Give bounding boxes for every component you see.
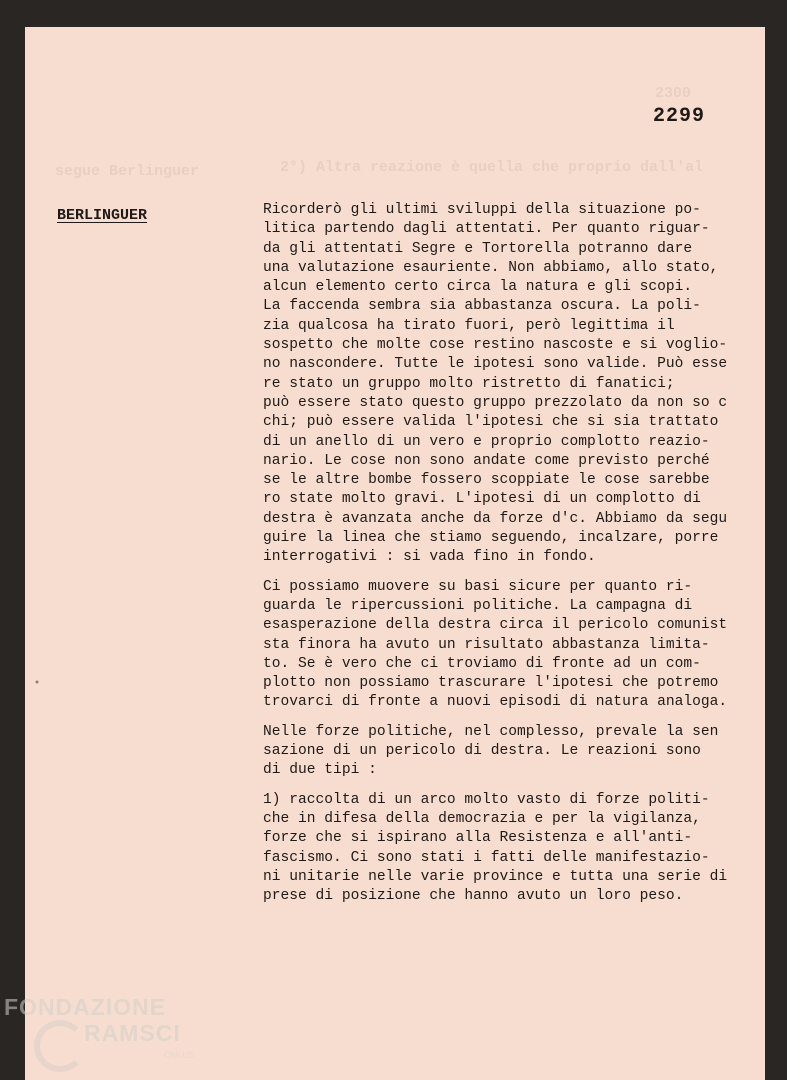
- text-line: re stato un gruppo molto ristretto di fanatici;: [263, 375, 675, 392]
- text-line: sospetto che molte cose restino nascoste e si voglio-: [263, 337, 728, 354]
- text-line: prese di posizione che hanno avuto un loro peso.: [263, 888, 684, 905]
- page-number: 2299: [653, 105, 706, 128]
- text-line: nario. Le cose non sono andate come previsto perché: [263, 452, 710, 469]
- text-line: alcun elemento certo circa la natura e gli scopi.: [263, 279, 693, 296]
- paragraph: [263, 723, 765, 781]
- text-line: trovarci di fronte a nuovi episodi di natura analoga.: [263, 694, 728, 711]
- text-line: che in difesa della democrazia e per la vigilanza,: [263, 810, 701, 827]
- text-line: destra è avanzata anche da forze d'c. Abbiamo da segu: [263, 510, 728, 527]
- watermark-logo: [4, 994, 204, 1070]
- text-line: da gli attentati Segre e Tortorella potranno dare: [263, 240, 693, 257]
- watermark-line-1: FONDAZIONE: [4, 994, 167, 1020]
- text-line: può essere stato questo gruppo prezzolato da non so c: [263, 394, 728, 411]
- text-line: zia qualcosa ha tirato fuori, però legittima il: [263, 317, 675, 334]
- watermark-small: ONLUS: [164, 1050, 196, 1060]
- bleed-through: segue Berlinguer: [55, 163, 200, 180]
- text-line: Nelle forze politiche, nel complesso, prevale la sen: [263, 723, 719, 740]
- paragraph: [263, 791, 765, 907]
- text-line: ni unitarie nelle varie province e tutta una serie di: [263, 868, 728, 885]
- text-line: chi; può essere valida l'ipotesi che si sia trattato: [263, 414, 719, 431]
- document-page: [25, 27, 765, 1080]
- text-line: una valutazione esauriente. Non abbiamo, allo stato,: [263, 259, 719, 276]
- text-line: to. Se è vero che ci troviamo di fronte ad un com-: [263, 655, 701, 672]
- text-line: Ci possiamo muovere su basi sicure per quanto ri-: [263, 578, 693, 595]
- text-line: sazione di un pericolo di destra. Le reazioni sono: [263, 743, 701, 760]
- watermark-line-2: RAMSCI: [84, 1020, 181, 1046]
- paragraph: [263, 578, 765, 713]
- transcript-body: [263, 201, 765, 916]
- text-line: esasperazione della destra circa il pericolo comunist: [263, 617, 728, 634]
- bleed-through: 2300: [655, 85, 692, 102]
- punch-marks: [25, 27, 85, 1080]
- speaker-name: BERLINGUER: [57, 207, 148, 224]
- text-line: forze che si ispirano alla Resistenza e all'anti-: [263, 830, 693, 847]
- text-line: di un anello di un vero e proprio complotto reazio-: [263, 433, 710, 450]
- watermark-g-icon: [34, 1020, 86, 1072]
- paragraph: [263, 201, 765, 568]
- text-line: se le altre bombe fossero scoppiate le cose sarebbe: [263, 472, 710, 489]
- text-line: litica partendo dagli attentati. Per quanto riguar-: [263, 221, 710, 238]
- text-line: guarda le ripercussioni politiche. La campagna di: [263, 597, 693, 614]
- text-line: sta finora ha avuto un risultato abbastanza limita-: [263, 636, 710, 653]
- text-line: 1) raccolta di un arco molto vasto di forze politi-: [263, 791, 710, 808]
- text-line: plotto non possiamo trascurare l'ipotesi che potremo: [263, 675, 719, 692]
- text-line: interrogativi : si vada fino in fondo.: [263, 549, 596, 566]
- text-line: Ricorderò gli ultimi sviluppi della situazione po-: [263, 202, 701, 218]
- text-line: di due tipi :: [263, 762, 377, 779]
- text-line: ro state molto gravi. L'ipotesi di un complotto di: [263, 491, 701, 508]
- text-line: no nascondere. Tutte le ipotesi sono valide. Può esse: [263, 356, 728, 373]
- text-line: guire la linea che stiamo seguendo, incalzare, porre: [263, 530, 719, 547]
- text-line: La faccenda sembra sia abbastanza oscura. La poli-: [263, 298, 701, 315]
- text-line: fascismo. Ci sono stati i fatti delle manifestazio-: [263, 849, 710, 866]
- bleed-through: 2°) Altra reazione è quella che proprio dall'al: [280, 159, 704, 176]
